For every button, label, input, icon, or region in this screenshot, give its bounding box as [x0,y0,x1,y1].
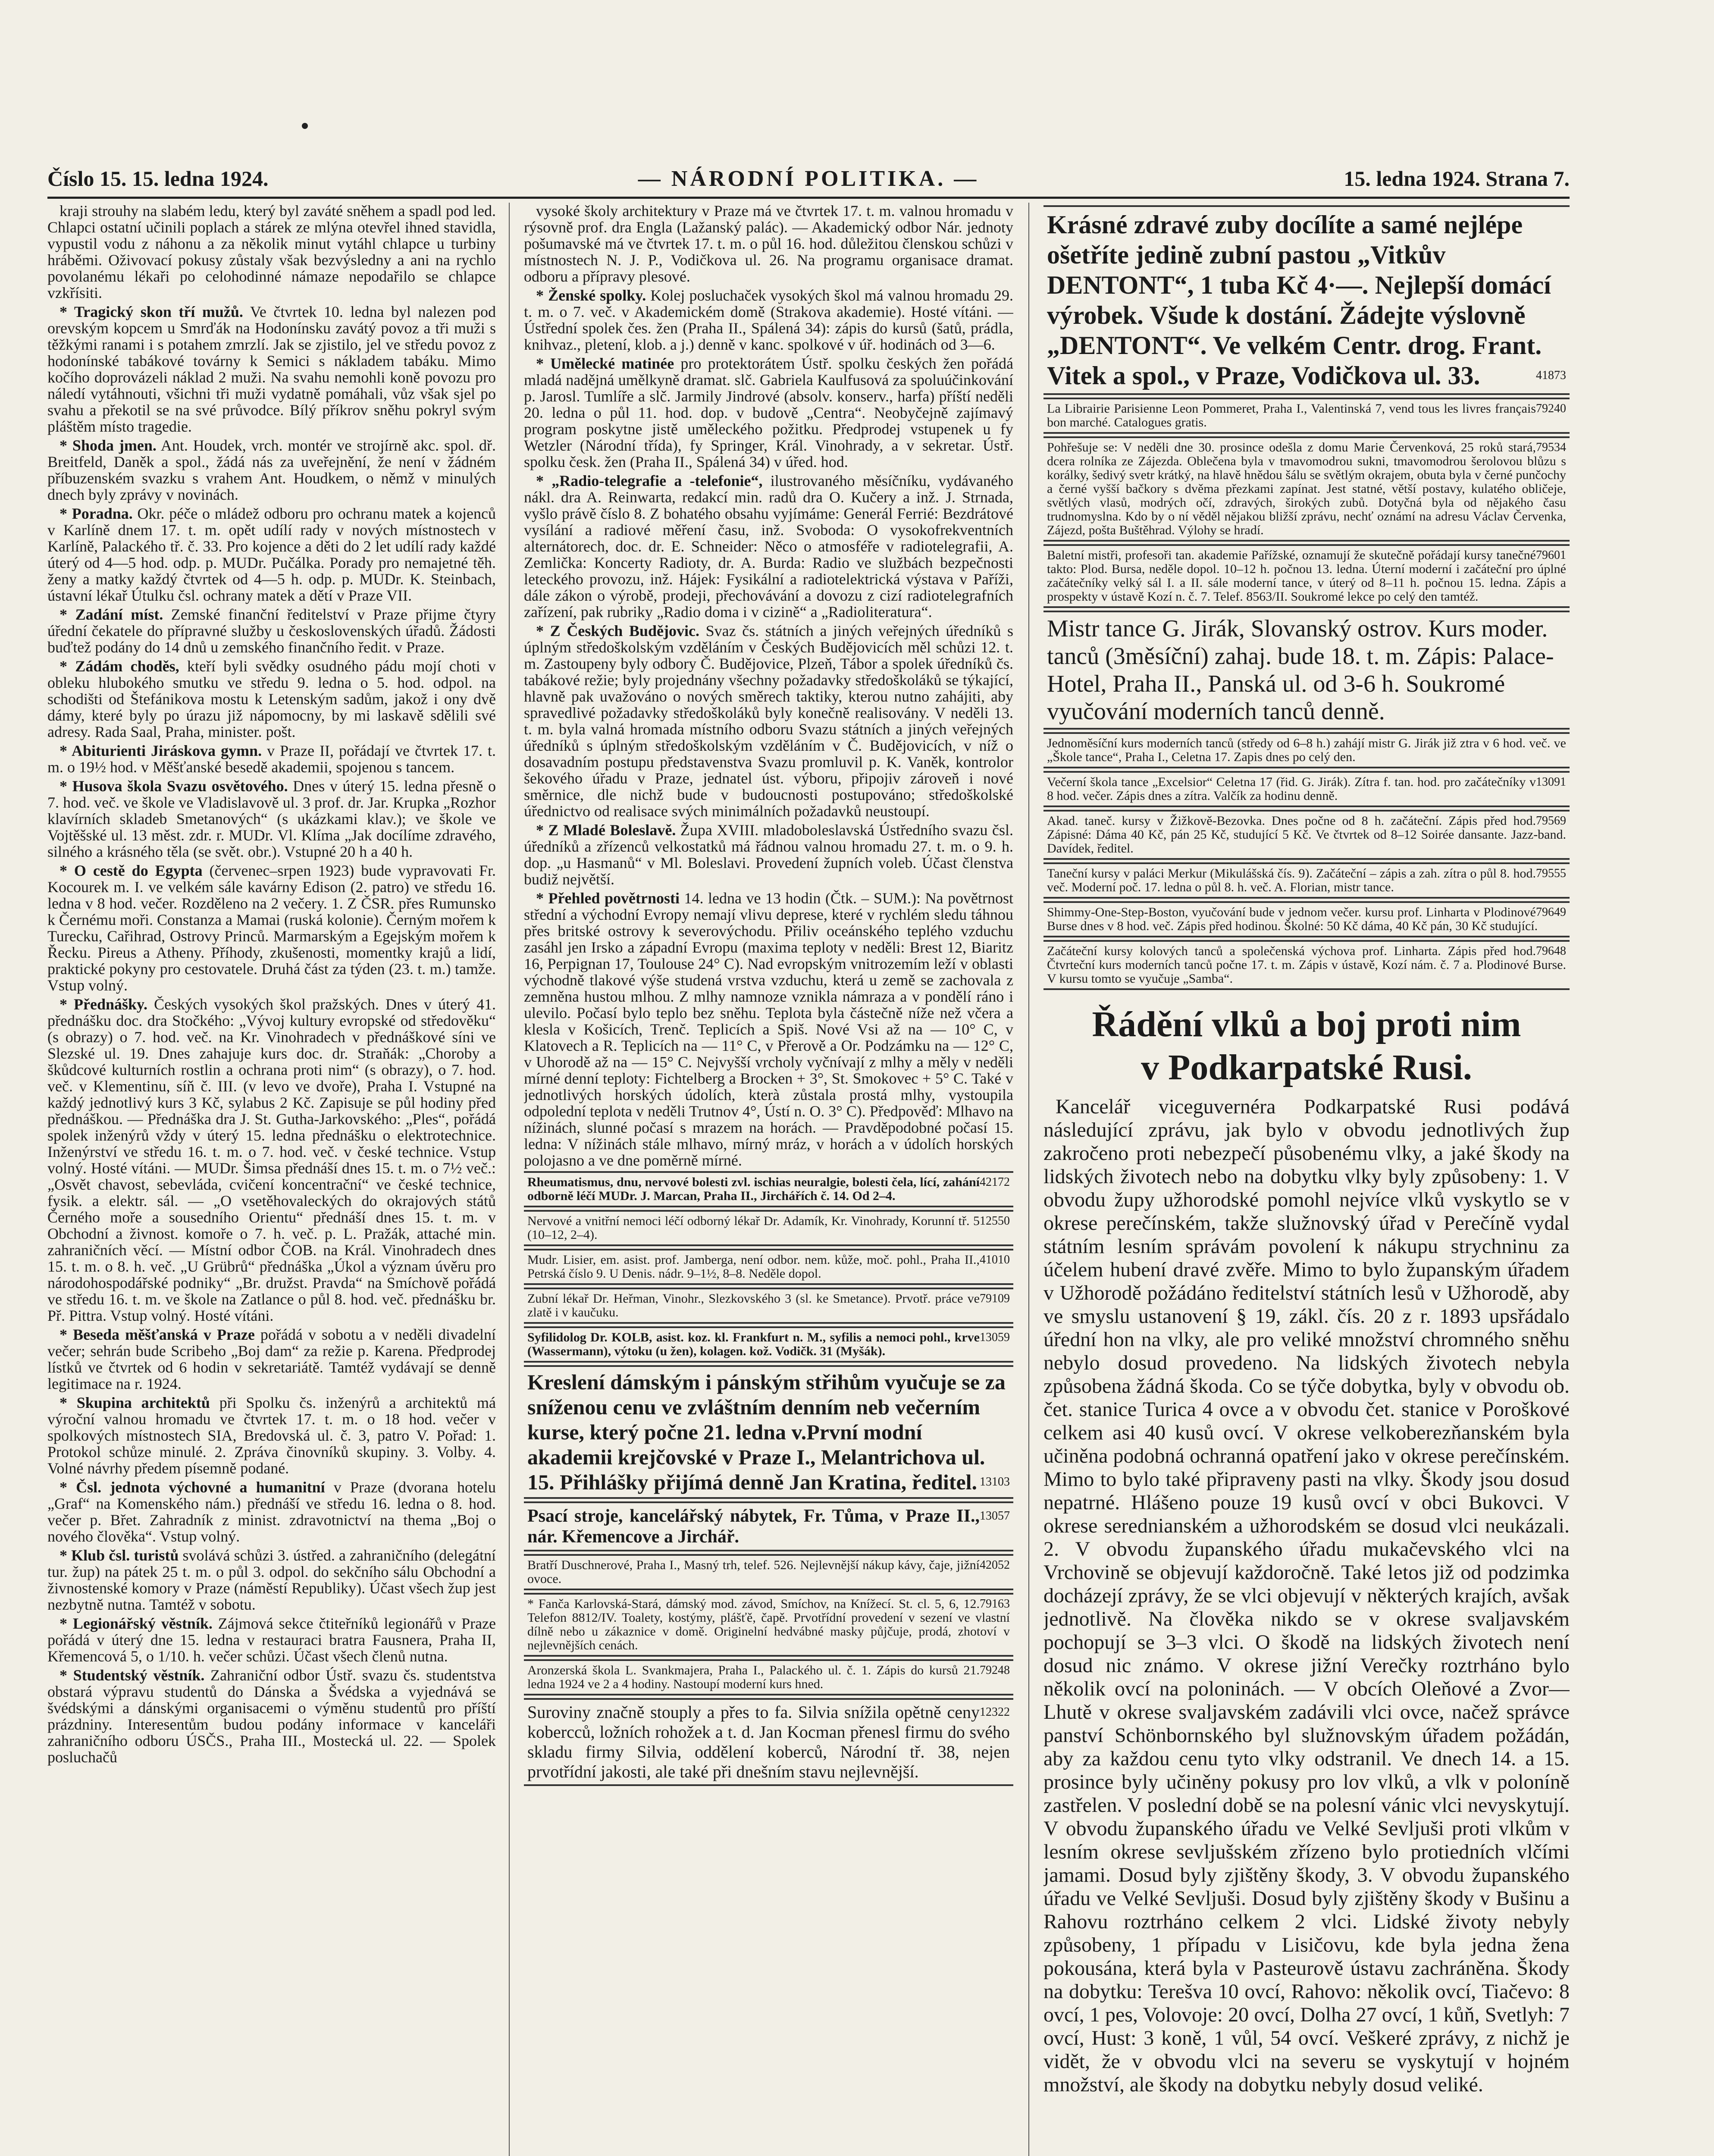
classified-ad [524,1501,1013,1551]
classified-ad [1043,901,1570,937]
ad-text: Pohřešuje se: V neděli dne 30. prosince odešla z domu Marie Červenková, 25 roků stará, dcera rolníka ze Zájezda. Oblečena byla v tmavomodrou sukni, tmavomodrou šerolovou blůzu s korálky, šedivý svetr krátký, na hlavě hnědou šálu se světlým okrajem, obuta byla v černé punčochy a černé vyšší bačkory s dvěma přezkami zapínat. Jest statné, větší postavy, kulatého obličeje, světlých vlasů, modrých očí, zdravých, širokých zubů. Dotyčná byla od nějakého času trudnomyslna. Kdo by o ní věděl nějakou bližší zprávu, nechť oznámí na adresu Václav Červenka, Zájezd, pošta Buštěhrad. Výlohy se hradí. [1047,440,1566,537]
dance-school-ad [1043,611,1570,730]
classified-ad [524,1171,1013,1207]
ad-text: Suroviny značně stouply a přes to fa. Silvia snížila opětně ceny kobercců, ložních rohožek a t. d. Jan Kocman přenesl firmu do svého skladu firmy Silvia, oddělení koberců, Národní tř. 38, nejen prvotřídní jakosti, ale také při dnešním stavu nejlevnější. [527,1702,1010,1781]
ad-code: 13091 [1536,775,1566,789]
dentont-advertisement [1043,205,1570,395]
column-divider [1028,203,1029,2156]
ad-text: Mudr. Lisier, em. asist. prof. Jamberga, není odbor. nem. kůže, moč. pohl., Praha II., Petrská číslo 9. U Denis. nádr. 9–1½, 8–8. Neděle dopol. [527,1253,980,1281]
item-heading: * Poradna. [60,505,133,522]
paragraph: vysoké školy architektury v Praze má ve čtvrtek 17. t. m. valnou hromadu v rýsovně prof. dra Engla (Lažanský palác). — Akademický odbor Nár. jednoty pošumavské má ve čtvrtek 17. t. m. o půl 16. hod. důležitou členskou schůzi v místnostech N. J. P., Vodičkova ul. 26. Na programu organisace dramat. odboru a přípravy plesové. [524,203,1013,285]
headline-line-2: v Podkarpatské Rusi. [1141,1047,1472,1087]
item-text: kteří byli svědky osudného pádu mojí choti v obleku hlubokého smutku ve středu 9. ledna o 5. hod. odpol. na schodišti od Štefánikova mostu k Letenským sadům, jakož i ony dvě dámy, které byly po úrazu již nápomocny, by mi laskavě sdělili své adresy. Rada Saal, Praha, minister. pošt. [47,658,496,740]
news-item [47,862,496,993]
article-body [1043,1095,1570,2096]
news-item [47,658,496,740]
news-item [47,743,496,775]
ad-code: 79569 [1536,814,1566,827]
ad-code: 79240 [1536,402,1566,415]
column-3 [1043,203,1570,2156]
news-item [47,606,496,655]
paragraph: kraji strouhy na slabém ledu, který byl zaváté sněhem a spadl pod led. Chlapci ostatní učinili poplach a stárek ze mlýna otevřel ihned stavidla, vypustil vodu z náhonu a za několik minut vytáhl chlapce u turbiny hráběmi. Oživovací pokusy zůstaly však bezvýsledny a ani na rychlo povolanému lékaři po celohodinné námaze nepodařilo se chlapce vzkřísiti. [47,203,496,301]
ad-text: Večerní škola tance „Excelsior“ Celetna 17 (řid. G. Jirák). Zítra f. tan. hod. pro začátečníky v 8 hod. večer. Zápis dnes a zítra. Valčík za hodinu denně. [1047,775,1536,803]
classified-ad-large [524,1365,1013,1499]
ad-code: 79649 [1536,906,1566,919]
ad-code: 79109 [980,1292,1010,1305]
item-text: Českých vysokých škol pražských. Dnes v úterý 41. přednášku doc. dra Stočkého: „Vývoj kultury evropské od středověku“ (s obrazy) o 7. hod. več. na Kr. Vinohradech v přednáškové síni ve Slezské ul. 19. Dnes zahajuje kurs doc. dr. Straňák: „Choroby a škůdcové kulturních rostlin a ochrana proti nim“ (s obrazy), o 7. hod. več. v Klementinu, síň č. III. (v levo ve dvoře), Praha I. Vstupné na každý jednotlivý kurs 3 Kč, sylabus 2 Kč. Zapisuje se půl hodiny před přednáškou. — Přednáška dra J. St. Gutha-Jarkovského: „Ples“, pořádá spolek inženýrů vždy v úterý 15. ledna přednášku o elektrotechnice. Inženýrství ve středu 16. t. m. o 7. hod. več. v české technice. Vstup volný. Hosté vítáni. — MUDr. Šimsa přednáší dnes 15. t. m. o 7½ več.: „Osvět chavost, sebevláda, cvičení koncentrační“ ve české technice, fysik. a elektr. sál. — „O vsetěhovaleckých do okrajových států Černého moře a sousedního Orientu“ přednáší dnes 15. t. m. v Obchodní a živnost. komoře o 7. h. več. p. L. Pražák, attaché min. zahraničních věcí. — Místní odbor ČOB. na Král. Vinohradech dnes 15. t. m. o 8. h. več. „U Grübrů“ přednáška „Úkol a význam úvěru pro národohospodářské podniky“ „Br. družst. Pravda“ na Smíchově pořádá ve středu 16. t. m. ve škole na Zatlance o půl 8. hod. več. přednášku br. Př. Pittra. Vstup volný. Hosté vítáni. [47,996,496,1324]
news-item [47,505,496,604]
item-text: (červenec–srpen 1923) bude vypravovati Fr. Kocourek m. I. ve velkém sále kavárny Edison (2. patro) ve středu 16. ledna v 8 hod. večer. Rozděleno na 2 večery. 1. Z ČSR. přes Rumunsko k Černému moři. Constanza a Mamai (ruská kolonie). Černým mořem k Turecku, Cařihrad, Ostrovy Princů. Marmarským a Egejským mořem k Řecku. Pireus a Atheny. Příhody, zkušenosti, momentky krajů a lidí, praktické pokyny pro cestovatele. Druhá část za týden (23. t. m.) tamže. Vstup volný. [47,862,496,994]
item-heading: * Zádám choděs, [60,658,179,675]
classified-ad [524,1249,1013,1285]
classified-ad [524,1210,1013,1246]
ad-code: 12322 [980,1705,1010,1719]
news-item [47,1667,496,1765]
news-item [524,822,1013,887]
item-text: Kolej posluchaček vysokých škol má valnou hromadu 29. t. m. o 7. več. v Akademickém domě (Strakova akademie). Hosté vítáni. — Ústřední spolek čes. žen (Praha II., Spálená 34): zápis do kursů (šatů, prádla, knihvaz., pletení, klob. a j.) denně v kanc. spolkové v úř. hodinách od 3—6. [524,287,1013,353]
classified-ad [524,1593,1013,1657]
item-text: Zemské finanční ředitelství v Praze přijme čtyry úřední čekatele do přípravné služby u československých úřadů. Žádosti buďtež podány do 14 dnů u zemského finančního ředit. v Praze. [47,606,496,656]
item-text: Zahraniční odbor Ústř. svazu čs. studentstva obstará výpravu studentů do Dánska a Švédska a vyjednává se švédskými a dánskými organisacemi o výměnu studentů pro příští prázdniny. Interesentům budou podány informace v kanceláři zahraničního odboru ÚSČS., Praha III., Mostecká ul. 22. — Spolek posluchačů [47,1667,496,1766]
ad-code: 41873 [1536,369,1566,382]
ad-text: Zubní lékař Dr. Heřman, Vinohr., Slezkovského 3 (sl. ke Smetance). Prvotř. práce ve zlatě i v kaučuku. [527,1291,980,1319]
item-text: ilustrovaného měsíčníku, vydávaného nákl. dra A. Reinwarta, redakcí min. radů dra O. Kučery a inž. J. Strnada, vyšlo právě číslo 8. Z bohatého obsahu vyjímáme: Generál Ferrié: Bezdrátové vysílání a radiové měření času, inž. Svoboda: O vysokofrekventních alternátorech, doc. dr. E. Schneider: Něco o atmosféře v radiotelegrafii, A. Zemlička: Koncerty Radioty, dr. A. Burda: Radio ve službách bezpečnosti leteckého provozu, inž. Hájek: Fysikální a radiotelektrická výstava v Paříži, dále zákon o výrobě, prodeji, přechovávání a dovozu z cizí radiotelegrafních zařízení, pak rubriky „Radio doma i v cizině“ a „Radioliteratura“. [524,472,1013,620]
classified-ad [1043,862,1570,899]
news-item [524,287,1013,353]
column-divider [509,203,510,2156]
item-heading: * „Radio-telegrafie a -telefonie“, [536,472,763,489]
page-header [47,166,1570,201]
ad-text: Taneční kursy v paláci Merkur (Mikulášská čís. 9). Začáteční – zápis a zah. zítra o půl 8. hod. več. Moderní poč. 17. ledna o půl 8. h. več. A. Florian, mistr tance. [1047,866,1536,894]
news-item [47,1395,496,1476]
classified-ad [524,1698,1013,1786]
classified-ad [1043,544,1570,608]
item-text: Dnes v úterý 15. ledna přesně o 7. hod. več. ve škole ve Vladislavově ul. 3 prof. dr. Jar. Krupka „Rozhor klavírních skladeb Smetanových“ (s ukázkami klav.); ve škole ve Vojtěšské ul. 13 měst. zdr. r. MUDr. Vl. Klíma „Jak docílíme zdravého, silného a krásného těla (se svět. obr.). Vstupné 20 h a 40 h. [47,777,496,860]
item-text: při Spolku čs. inženýrů a architektů má výroční valnou hromadu ve čtvrtek 17. t. m. o 18 hod. večer v spolkových místnostech SIA, Bredovská ul. č. 3, patro V. Pořad: 1. Protokol schůze minulé. 2. Zpráva činovníků skupiny. 3. Volby. 4. Volné návrhy předem písemně podané. [47,1394,496,1477]
item-heading: * Shoda jmen. [60,437,157,454]
news-item [47,1479,496,1545]
classified-ad [1043,810,1570,860]
ad-code: 79534 [1536,441,1566,454]
ad-code: 79648 [1536,944,1566,958]
item-heading: * Abiturienti Jiráskova gymn. [60,742,262,759]
item-heading: * Tragický skon tří mužů. [60,303,243,320]
header-rule [47,197,1570,199]
classified-ad [1043,398,1570,434]
item-text: pro protektorátem Ústř. spolku českých žen pořádá mladá nadějná umělkyně dramat. slč. Gabriela Kaulfusová za spoluúčinkování p. Jarosl. Tumlíře a slč. Jarmily Jindrové (absolv. konserv., harfa) příští neděli 20. ledna o půl 11. hod. dop. v budově „Centra“. Neobyčejně zajímavý program poskytne jistě uměleckého požitku. Předprodej vstupenek u fy Wetzler (Národní třída), fy Springer, Král. Vinohrady, a v sekretar. Ústř. spolku česk. žen (Praha II., Spálená 34) v úřed. hod. [524,355,1013,470]
ad-code: 42172 [980,1175,1010,1189]
item-heading: * Přehled povětrnosti [536,890,680,907]
ad-code: 12550 [980,1214,1010,1228]
item-heading: * Umělecké matinée [536,355,674,372]
item-heading: * O cestě do Egypta [60,862,203,879]
news-item [47,996,496,1324]
item-heading: * Zadání míst. [60,606,163,623]
issue-date: Číslo 15. 15. ledna 1924. [47,166,269,191]
item-text: Okr. péče o mládež odboru pro ochranu matek a kojenců v Karlíně dnem 17. t. m. opět udílí rady v nových místnostech v Karlíně, Palackého tř. č. 33. Pro kojence a děti do 2 let udílí rady každé úterý od 4—5 hod. odp. p. MUDr. Pučálka. Porady pro nemajetné těh. ženy a matky každý čtvrtek od 4—5 h. odp. p. MUDr. K. Steinbach, ústavní lékař Útulku čsl. ochrany matek a dětí v Praze VII. [47,505,496,604]
ad-text: * Fanča Karlovská-Stará, dámský mod. závod, Smíchov, na Knížecí. St. cl. 5, 6, 12. Telefon 8812/IV. Toalety, kostýmy, plášťě, čapě. Prvotřídní provedení v sezení ve vlastní dílně nebo u zákaznice v domě. Originelní hedvábné masky půjčuje, prodá, zhotoví v nejlevnějších cenách. [527,1597,1010,1652]
ad-text: Baletní mistři, profesoři tan. akademie Pařížské, oznamují že skutečně pořádají kursy tanečné takto: Plod. Bursa, neděle dopol. 10–12 h. počnou 13. ledna. Úterní moderní i začáteční pro úplné začátečníky velký sál I. a II. sále moderní tance, v úterý od 8–11 h. počnou 15. ledna. Zápis a prospekty v ústavě Kozí n. č. 7. Telef. 8563/II. Soukromé lekce po celý den tamtéž. [1047,548,1566,604]
classified-ad [1043,771,1570,807]
item-text: Zájmová sekce čtiteřníků legionářů v Praze pořádá v úterý dne 15. ledna v restauraci bratra Fausnera, Praha II, Křemencová 5, o 1/10. h. večer schůzi. Účast všech členů nutna. [47,1615,496,1665]
item-heading: * Přednášky. [60,996,148,1013]
item-heading: * Klub čsl. turistů [60,1547,179,1564]
news-item [47,1615,496,1664]
item-text: v Praze (dvorana hotelu „Graf“ na Komenského nám.) přednáší ve středu 16. ledna o 8. hod. večer p. Břet. Zahradník z minist. zdravotnictví na thema „Boj o nového člověka“. Vstup volný. [47,1479,496,1545]
item-heading: * Čsl. jednota výchovné a humanitní [60,1479,325,1496]
classified-ad [524,1288,1013,1324]
ad-text: Krásné zdravé zuby docílíte a samé nejlépe ošetříte jedině zubní pastou „Vitkův DENTONT“, 1 tuba Kč 4·—. Nejlepší domácí výrobek. Všude k dostání. Žádejte výslovně „DENTONT“. Ve velkém Centr. drog. Frant. Vitek a spol., v Praze, Vodičkova ul. 33. [1047,210,1551,390]
item-text: Župa XVIII. mladoboleslavská Ústředního svazu čsl. úředníků a zřízenců velkostatků má řádnou valnou hromadu 27. t. m. o 9. h. dop. „u Hasmanů“ v Ml. Boleslavi. Provedení župních voleb. Účast členstva budiž největší. [524,821,1013,888]
classified-ad [1043,940,1570,990]
article-text: Kancelář viceguvernéra Podkarpatské Rusi podává následující zprávu, jak bylo v obvodu jednotlivých žup zakročeno proti nebezpečí působenému vlky, a jaké škody na lidských životech nebo na dobytku vlky byly způsobeny: 1. V obvodu župy užhorodské pomohl nejvíce vlků vyskytlo se v okrese perečínském, takže služnovský úřad v Perečíně vydal státním lesním správám povolení k nákupu strychninu za účelem hubení dravé zvěře. Mimo to bylo županským úřadem v Užhorodě požádáno ředitelství státních lesů v Užhorodě, aby ve smyslu ustanovení § 19, zákl. čís. 20 z r. 1893 upsřádalo úřední hon na vlky, ale pro veliké množství chromného sněhu nebylo dosud provedeno. Na lidských životech nebyla způsobena žádná škoda. Co se týče dobytka, byly v obvodu ob. čet. stanice Turica 4 ovce a v obvodu čet. stanice v Poroškové celkem asi 40 kusů ovcí. V okrese velkoberezňanském byla učiněna podobná ochranná opatření jako v okrese perečínském. Mimo to bylo také připraveny pasti na vlky. Škody jsou dosud nepatrné. Hlášeno pouze 19 kusů ovcí v obci Bukovci. V okrese serednianském a užhorodském se dosud vlci neukázali. 2. V obvodu županského úřadu mukačevského vlci na Vrchovině se objevují každoročně. Také letos již od podzimka docházejí zprávy, že se vlci objevují v některých krajích, avšak jednotlivě. Na člověka nikdo se v okrese svaljavském pochopují se 3–3 vlci. O škodě na lidských životech není dosud nic známo. V okrese jižní Verečky roztrháno bylo několik ovcí na poloninách. — V obcích Oleňové a Zvor—Lhutě v okrese svaljavském zadávili vlci ovce, načež správce panství Schönbornského byl služnovským úřadem požádán, aby za každou cenu tyto vlky odstranil. Ve dnech 14. a 15. prosince byly učiněny pokusy pro lov vlků, a vlk v poloníně zastřelen. V poslední době se na polesní vánic vlci nevyskytují. V obvodu županského úřadu ve Velké Sevljuši proti vlkům v lesním okrese sevljušském zřízeno bylo protiedních vlčími jamami. Dosud byly zjištěny škody, 3. V obvodu županského úřadu ve Velké Sevljuši. Dosud byly zjištěny škody v Bušinu a Rahovu roztrháno celkem 2 vlci. Lidské životy nebyly způsobeny, 1 případu v Lisičovu, kde byla jedna žena pokousána, která byla v Pasteurově ústavu zachráněna. Škody na dobytku: Terešva 10 ovcí, Rahovo: několik ovcí, Tiačevo: 8 ovcí, 1 pes, Volovoje: 20 ovcí, Dolha 27 ovcí, 1 kůň, Svetlyh: 7 ovcí, Hust: 3 koně, 1 vůl, 54 ovcí. Veškeré zprávy, z nichž je vidět, že v obvodu vlci na severu se vyskytují v hojném množství, ale škody na dobytku nebyly dosud veliké. [1043,1095,1570,2096]
news-item [47,1547,496,1613]
news-item [47,304,496,435]
item-heading: * Ženské spolky. [536,287,646,304]
newspaper-title: — NÁRODNÍ POLITIKA. — [638,166,979,191]
ad-code: 79555 [1536,867,1566,880]
item-text: Ant. Houdek, vrch. montér ve strojírně akc. spol. dř. Breitfeld, Daněk a spol., žádá nás za uveřejnění, že není v žádném příbuzenském svazku s vrahem Ant. Houdkem, o němž v minulých dnech byly zprávy v novinách. [47,437,496,503]
item-text: pořádá v sobotu a v neděli divadelní večer; sehrán bude Scribeho „Boj dam“ za režie p. Karena. Předprodej lístků ve čtvrtek od 6 hodin v sekretariátě. Tamtéž vydávají se denně legitimace na r. 1924. [47,1326,496,1392]
ad-text: Začáteční kursy kolových tanců a společenská výchova prof. Linharta. Zápis před hod. Čtvrteční kurs moderních tanců počne 17. t. m. Zápis v ústavě, Kozí nám. č. 7 a. Plodinové Burse. V kursu tomto se vyučuje „Samba“. [1047,944,1566,986]
news-item [47,1326,496,1392]
item-heading: * Husova škola Svazu osvětového. [60,777,288,795]
article-headline [1043,1003,1570,1089]
news-item [47,778,496,860]
news-item [524,473,1013,620]
page-number: 15. ledna 1924. Strana 7. [1344,166,1570,191]
classified-ad [1043,732,1570,768]
missing-person-notice [1043,436,1570,542]
ad-code: 13103 [980,1475,1010,1489]
column-1 [47,203,496,2156]
ad-text: Shimmy-One-Step-Boston, vyučování bude v jednom večer. kursu prof. Linharta v Plodinové Burse dnes v 8 hod. več. Zápis před hodinou. Školné: 50 Kč dáma, 40 Kč pán, 30 Kč studující. [1047,905,1538,933]
classified-ad [524,1326,1013,1363]
ad-code: 13059 [980,1331,1010,1344]
ad-code: 79163 [980,1597,1010,1611]
item-heading: * Studentský věstník. [60,1667,205,1684]
item-heading: * Beseda měšťanská v Praze [60,1326,255,1343]
ad-text: La Librairie Parisienne Leon Pommeret, Praha I., Valentinská 7, vend tous les livres français bon marché. Catalogues gratis. [1047,401,1536,429]
news-item [524,623,1013,819]
item-heading: * Z Českých Budějovic. [536,622,699,639]
column-2 [524,203,1013,2156]
ad-code: 13057 [980,1509,1010,1523]
ad-text: Syfilidolog Dr. KOLB, asist. koz. kl. Frankfurt n. M., syfilis a nemoci pohl., krve (Wassermann), výtoku (u žen), kolagen. kož. Vodičk. 31 (Myšák). [527,1330,980,1358]
ad-text: Aronzerská škola L. Svankmajera, Praha I., Palackého ul. č. 1. Zápis do kursů 21. ledna 1924 ve 2 a 4 hodiny. Nastoupí moderní kurs hned. [527,1663,980,1691]
item-heading: * Skupina architektů [60,1394,210,1411]
ad-text: Mistr tance G. Jirák, Slovanský ostrov. Kurs moder. tanců (3měsíční) zahaj. bude 18. t. m. Zápis: Palace-Hotel, Praha II., Panská ul. od 3-6 h. Soukromé vyučování moderních tanců denně. [1047,615,1554,725]
ad-text: Kreslení dámským i pánským střihům vyučuje se za sníženou cenu ve zvláštním denním neb večerním kurse, který počne 21. ledna v.První modní akademii krejčovské v Praze I., Melantrichova ul. 15. Přihlášky přijímá denně Jan Kratina, ředitel. [527,1370,1006,1494]
item-text: Svaz čs. státních a jiných veřejných úředníků s úplným středoškolským vzděláním v Českých Budějovicích měl schůzi 12. t. m. Zastoupeny byly odbory Č. Budějovice, Plzeň, Tábor a spolek úředníků čs. tabákové režie; byly projednány všechny požadavky středoškoláků se týkající, hlavně pak uvažováno o nových směrech taktiky, kterou nutno zahájiti, aby spravedlivé požadavky středoškoláků byly konečně realisovány. V neděli 13. t. m. byla valná hromada místního odboru Svazu státních a jiných veřejných úředníků s úplným středoškolským vzděláním v Č. Budějovicích, v níž o dosavadním postupu představenstva Svazu promluvil p. K. Vaněk, kontrolor šekového úřadu v Praze, jednatel úst. výboru, připojiv zároveň i nové směrnice, dle nichž bude v budoucnosti postupováno; středoškolské úřednictvo od realisace svých minimálních požadavků neustoupí. [524,622,1013,820]
ad-code: 42052 [980,1558,1010,1572]
item-heading: * Z Mladé Boleslavě. [536,821,676,839]
ad-code: 41010 [980,1253,1010,1266]
classified-ad [524,1659,1013,1695]
item-heading: * Legionářský věstník. [60,1615,213,1632]
ad-text: Akad. taneč. kursy v Žižkově-Bezovka. Dnes počne od 8 h. začáteční. Zápis před hod. Zápisné: Dáma 40 Kč, pán 25 Kč, studující 5 Kč. Ve čtvrtek od 8–12 Soirée dansante. Jazz-band. Davídek, ředitel. [1047,814,1566,856]
news-item [524,890,1013,1169]
ad-code: 79601 [1536,548,1566,562]
news-item [47,437,496,503]
headline-line-1: Řádění vlků a boj proti nim [1092,1004,1521,1044]
ad-text: Jednoměsíční kurs moderních tanců (středy od 6–8 h.) zahájí mistr G. Jirák již ztra v 6 hod. več. ve „Škole tance“, Praha I., Celetna 17. Zapis dnes po celý den. [1047,736,1566,764]
ad-text: Bratří Duschnerové, Praha I., Masný trh, telef. 526. Nejlevnější nákup kávy, čaje, jižní ovoce. [527,1558,980,1586]
ad-text: Rheumatismus, dnu, nervové bolesti zvl. ischias neuralgie, bolesti čela, lící, zahání odborně léčí MUDr. J. Marcan, Praha II., Jirchářích č. 14. Od 2–4. [527,1175,980,1203]
classified-ad [524,1554,1013,1590]
item-text: Ve čtvrtek 10. ledna byl nalezen pod orevským kopcem u Smrďák na Hodonínsku zavátý povoz a tři muži s těžkými ranami i s potahem zmrzlí. Jak se zjistilo, jel ve středu povoz z hodonínské tabákové továrny k Semici s nákladem tabáku. Mimo kočího doprovázeli náklad 2 muži. Na svahu nemohli koně povozu pro náledí vytáhnouti, všichni tři muži vydatně pomáhali, vůz však sjel po svahu a překotil se na své průvodce. Bílý příkrov sněhu pokryl svým pláštěm místo tragedie. [47,303,496,435]
item-text: svolává schůzi 3. ústřed. a zahraničního (delegátní tur. žup) na pátek 25 t. m. o půl 3. odpol. do sekčního sálu Obchodní a živnostenské komory v Praze (náměstí Republiky). Účast všech žup jest nezbytně nutna. Tamtéž v sobotu. [47,1547,496,1613]
ad-text: Nervové a vnitřní nemoci léčí odborný lékař Dr. Adamík, Kr. Vinohrady, Korunní tř. 5 (10–12, 2–4). [527,1214,980,1242]
print-speck [302,123,308,129]
ad-text: Psací stroje, kancelářský nábytek, Fr. Tůma, v Praze II., nár. Křemencove a Jirchář. [527,1506,980,1547]
item-text: 14. ledna ve 13 hodin (Čtk. – SUM.): Na povětrnost střední a východní Evropy nemají vlivu deprese, které v rychlém sledu táhnou přes britské ostrovy k severovýchodu. Přiliv oceánského teplého vzduchu zasáhl jen Irsko a západní Evropu (maxima teploty v neděli: Brest 12, Biaritz 16, Perpignan 17, Toulouse 24° C). Nad evropským vnitrozemím leží v oblasti východně tlakové výše studená vrstva vzduchu, která u země se zachovala z zemněna hustou mlhou. Z mlhy namnoze vznikla námraza a v pondělí ráno i ulevilo. Počasí bylo teplo bez sněhu. Teplota byla částečně níže než včera a kleslа v Košicích, Trenč. Teplicích a Spiš. Nové Vsi až na — 10° C, v Klatovech a R. Teplicích na — 11° C, v Přerově a Or. Podzámku na — 12° C, v Uhorodě až na — 15° C. Nejvyšší vrcholy vyčnívají z mlhy a měly v neděli mírné denní teploty: Fichtelberg a Brocken + 3°, St. Smokovec + 5° C. Také v jednotlivých horských údolích, kterà zůstala prostá mlhy, vystoupila odpolední teplota v neděli Trutnov 4°, Ústí n. O. 3° C). Předpověď: Mlhavo na nížinách, slunné počasí s mrazem na horách. — Pravděpodobné počasí 15. ledna: V nížinách stále mlhavo, mírný mráz, v horách a v údolích horských polojasno a ve dne poměrně mírné. [524,890,1013,1169]
news-item [524,355,1013,470]
item-text: v Praze II, pořádají ve čtvrtek 17. t. m. o 19½ hod. v Měšťanské besedě akademii, spojenou s tancem. [47,742,496,776]
ad-code: 79248 [980,1664,1010,1677]
